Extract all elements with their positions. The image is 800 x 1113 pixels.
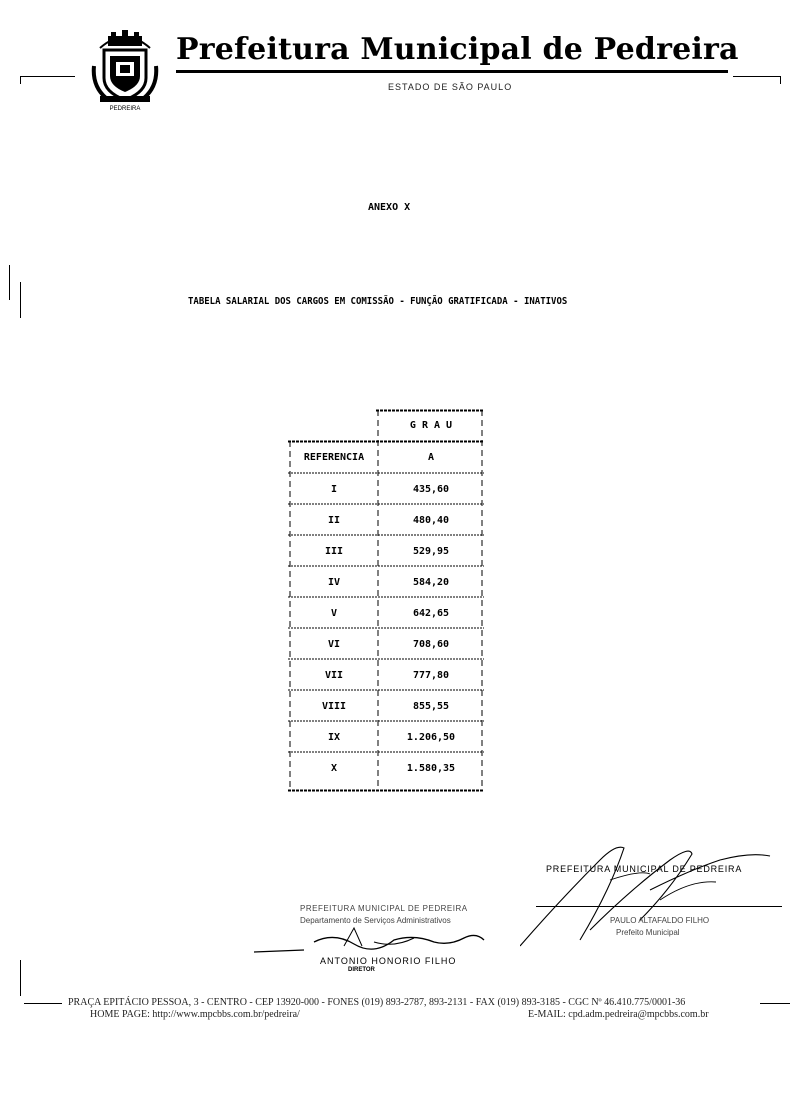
footer-email-link[interactable]: E-MAIL: cpd.adm.pedreira@mpcbbs.com.br [528,1009,709,1020]
table-row-value: 435,60 [412,484,450,495]
handwritten-signature [244,924,504,960]
page-title: Prefeitura Municipal de Pedreira [176,32,739,67]
table-row-value: 855,55 [412,701,450,712]
stamp-department-line: Departamento de Serviços Administrativos [300,916,451,925]
mayor-role: Prefeito Municipal [616,928,680,937]
state-subtitle: ESTADO DE SÃO PAULO [388,82,513,92]
mayor-name: PAULO ALTAFALDO FILHO [610,916,710,925]
table-row-ref: VI [327,639,341,650]
table-row-ref: IX [327,732,341,743]
director-role: DIRETOR [348,967,375,973]
grade-group-header: G R A U [409,420,453,431]
mayor-stamp-org: PREFEITURA MUNICIPAL DE PEDREIRA [546,864,743,874]
mayor-signature-block [520,830,782,950]
crest-label: PEDREIRA [109,106,141,112]
table-row-value: 708,60 [412,639,450,650]
footer-address: PRAÇA EPITÁCIO PESSOA, 3 - CENTRO - CEP 13920-000 - FONES (019) 893-2787, 893-2131 - FAX (019) 893-3185 - CGC Nº 46.410.775/0001-36 [68,997,686,1008]
table-row-value: 1.580,35 [406,763,456,774]
table-row-ref: I [330,484,338,495]
table-row-value: 642,65 [412,608,450,619]
table-row-value: 584,20 [412,577,450,588]
grade-a-column-header: A [427,452,435,463]
table-row-value: 777,80 [412,670,450,681]
frame-line [780,76,781,84]
frame-line [24,1003,62,1004]
reference-column-header: REFERENCIA [303,452,365,463]
margin-mark [20,960,21,996]
municipal-crest [90,26,160,112]
footer-homepage-link[interactable]: HOME PAGE: http://www.mpcbbs.com.br/pedreira/ [90,1009,300,1020]
header-rule [176,70,728,73]
director-signature-block [244,896,504,976]
table-row-ref: III [324,546,344,557]
director-name: ANTONIO HONORIO FILHO [320,956,457,966]
table-row-ref: II [327,515,341,526]
margin-mark [20,282,21,318]
salary-table [288,408,484,792]
table-row-ref: VII [324,670,344,681]
table-row-value: 529,95 [412,546,450,557]
stamp-org-line: PREFEITURA MUNICIPAL DE PEDREIRA [300,904,468,913]
annex-label: ANEXO X [368,202,411,213]
frame-line [760,1003,790,1004]
frame-line [20,76,21,84]
table-row-ref: VIII [321,701,347,712]
table-row-ref: X [330,763,338,774]
table-title: TABELA SALARIAL DOS CARGOS EM COMISSÃO - FUNÇÃO GRATIFICADA - INATIVOS [188,296,568,307]
frame-line [20,76,75,77]
table-row-ref: V [330,608,338,619]
table-row-value: 1.206,50 [406,732,456,743]
frame-line [733,76,781,77]
table-row-value: 480,40 [412,515,450,526]
margin-mark [9,265,10,300]
table-row-ref: IV [327,577,341,588]
